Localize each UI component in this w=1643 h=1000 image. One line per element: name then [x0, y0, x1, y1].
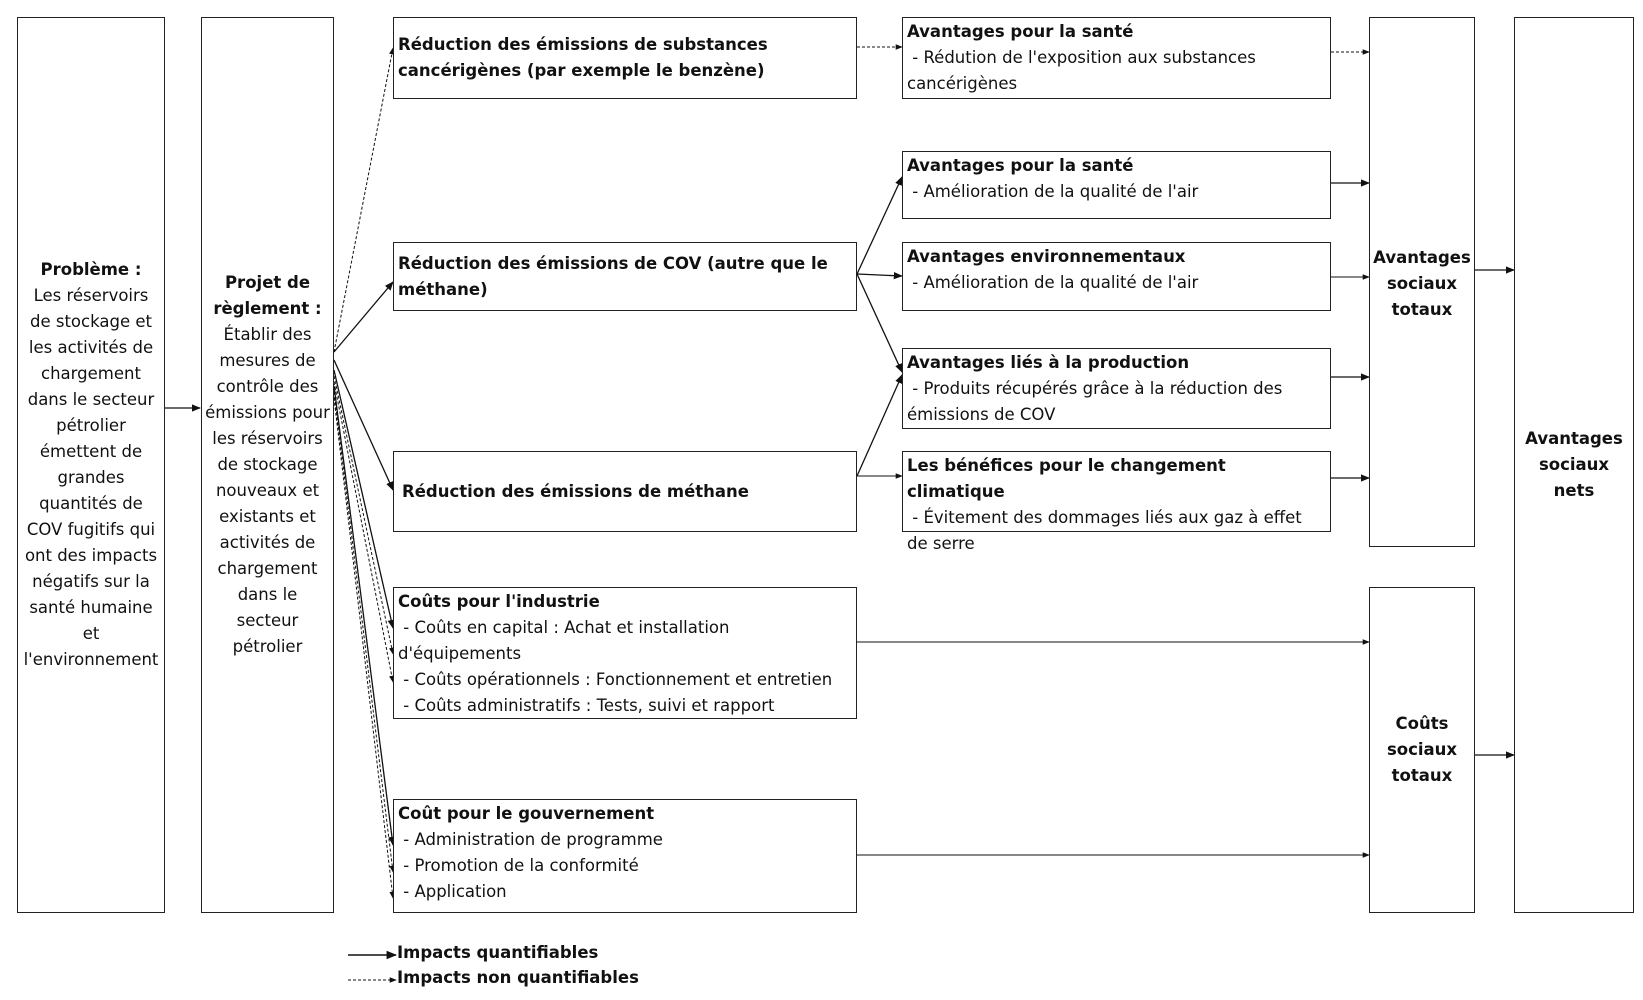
arrow-projet-industrie-1: [334, 370, 393, 628]
arrow-projet-cancer: [334, 48, 393, 352]
projet-text: Établir des mesures de contrôle des émissions pour les réservoirs de stockage nouveaux et existants et activités de chargement dans le secteur pétrolier: [205, 325, 330, 656]
reduction-cov-title: Réduction des émissions de COV (autre que le méthane): [398, 253, 828, 299]
arrow-projet-methane: [334, 360, 393, 490]
probleme-box: [17, 17, 165, 913]
legend-non-quantifiable-label: Impacts non quantifiables: [397, 968, 639, 987]
avantages-sociaux-totaux-box: [1369, 17, 1475, 547]
arrow-projet-cov: [334, 282, 393, 352]
avantage-title: Avantages pour la santé: [907, 22, 1134, 41]
avantage-text: - Amélioration de la qualité de l'air: [907, 273, 1199, 292]
arrow-cov-sante: [857, 177, 902, 274]
arrow-cov-environnement: [857, 274, 902, 276]
avantage-production-box: [902, 348, 1331, 429]
avantage-title: Les bénéfices pour le changement climatique: [907, 456, 1226, 501]
reduction-methane-box: [393, 451, 857, 532]
cout-gouvernement-item: - Promotion de la conformité: [398, 856, 639, 875]
avantage-environnement-box: [902, 242, 1331, 311]
probleme-text: Les réservoirs de stockage et les activités de chargement dans le secteur pétrolier émettent de grandes quantités de COV fugitifs qui ont des impacts négatifs sur la santé humaine et l'environnement: [23, 286, 159, 669]
avantage-text: - Produits récupérés grâce à la réduction des émissions de COV: [907, 379, 1288, 424]
projet-box: [201, 17, 334, 913]
reduction-cancerigenes-title: Réduction des émissions de substances cancérigènes (par exemple le benzène): [398, 35, 768, 80]
arrow-projet-gouv-1: [334, 386, 393, 845]
avantage-sante-cancer-box: [902, 17, 1331, 99]
arrow-projet-gouv-3: [334, 398, 393, 898]
arrow-methane-production: [857, 375, 902, 476]
arrow-cov-production: [857, 274, 902, 372]
avantage-climat-box: [902, 451, 1331, 553]
cout-gouvernement-item: - Application: [398, 882, 507, 901]
avantage-text: - Rédution de l'exposition aux substances cancérigènes: [907, 48, 1262, 93]
avantages-sociaux-nets-box: [1514, 17, 1634, 913]
avantage-text: - Évitement des dommages liés aux gaz à effet de serre: [907, 508, 1307, 553]
avantage-title: Avantages pour la santé: [907, 156, 1134, 175]
couts-sociaux-totaux-box: [1369, 587, 1475, 913]
reduction-cov-box: [393, 242, 857, 311]
couts-industrie-item: - Coûts administratifs : Tests, suivi et rapport: [398, 696, 775, 715]
avantage-text: - Amélioration de la qualité de l'air: [907, 182, 1199, 201]
cout-gouvernement-box: [393, 799, 857, 913]
avantages-sociaux-nets-label: Avantages sociaux nets: [1525, 429, 1623, 500]
avantages-sociaux-totaux-label: Avantages sociaux totaux: [1373, 248, 1471, 319]
avantage-title: Avantages environnementaux: [907, 247, 1186, 266]
couts-industrie-item: - Coûts en capital : Achat et installation d'équipements: [398, 618, 735, 663]
projet-title: Projet de règlement :: [213, 273, 322, 318]
reduction-cancerigenes-box: [393, 17, 857, 99]
legend-quantifiable-label: Impacts quantifiables: [397, 943, 599, 962]
reduction-methane-title: Réduction des émissions de méthane: [402, 481, 749, 501]
couts-sociaux-totaux-label: Coûts sociaux totaux: [1386, 714, 1458, 785]
couts-industrie-box: [393, 587, 857, 719]
couts-industrie-title: Coûts pour l'industrie: [398, 592, 600, 611]
cout-gouvernement-title: Coût pour le gouvernement: [398, 804, 655, 823]
avantage-sante-air-box: [902, 151, 1331, 219]
arrow-projet-industrie-3: [334, 382, 393, 682]
cout-gouvernement-item: - Administration de programme: [398, 830, 663, 849]
couts-industrie-item: - Coûts opérationnels : Fonctionnement et entretien: [398, 670, 833, 689]
avantage-title: Avantages liés à la production: [907, 353, 1190, 372]
arrow-projet-gouv-2: [334, 392, 393, 872]
probleme-title: Problème :: [40, 260, 142, 279]
